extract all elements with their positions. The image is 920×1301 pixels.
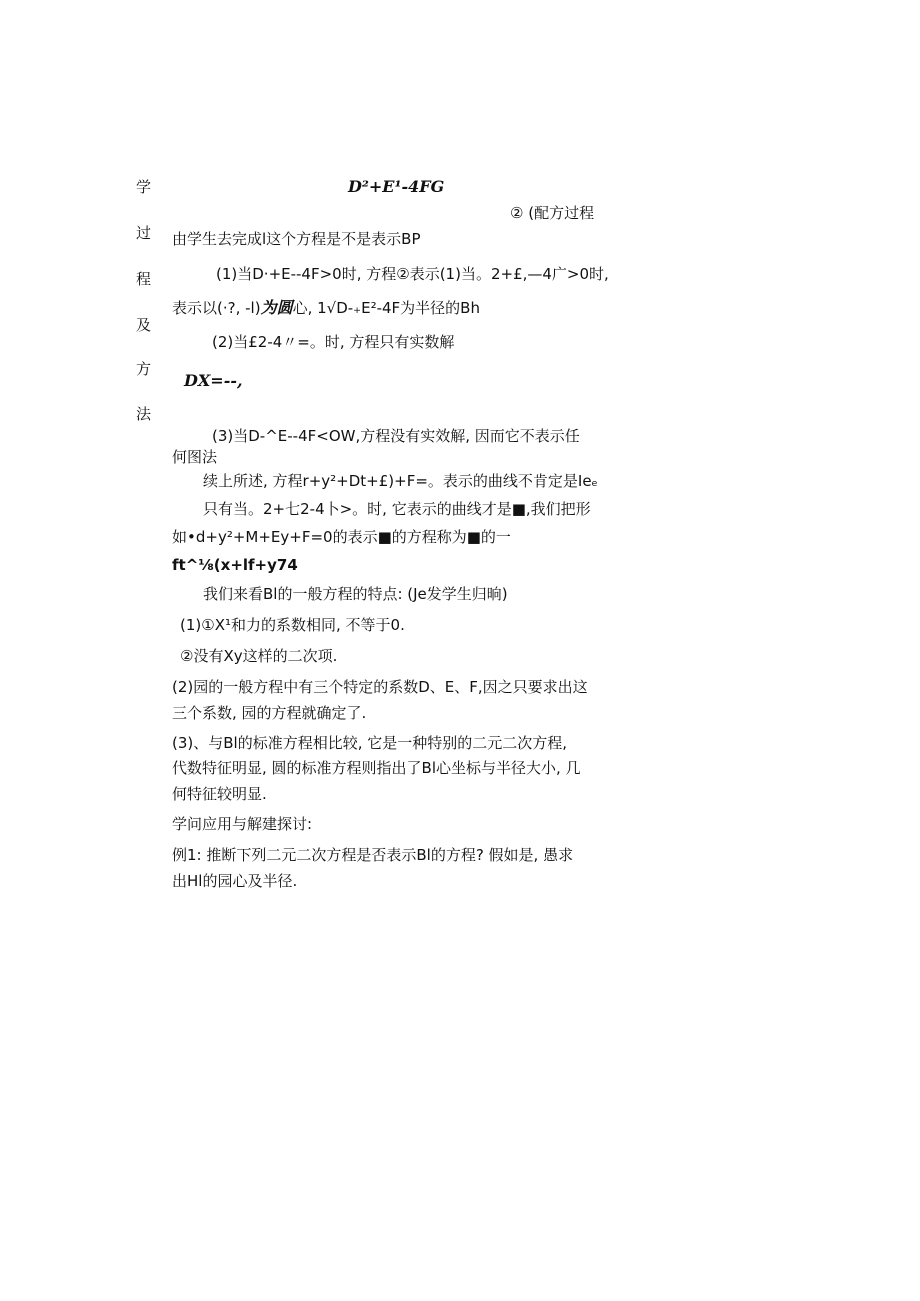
text-line: 表示以(·?, -l)为圆心, 1√D-₊E²-4F为半径的Bh (172, 298, 480, 317)
text-line: (2)当£2-4〃=。时, 方程只有实数解 (212, 333, 455, 351)
sidebar-char: 学 (136, 178, 152, 196)
text-line: 何特征较明显. (172, 785, 267, 803)
text-line: 续上所述, 方程r+y²+Dt+£)+F=。表示的曲线不肯定是Ieₑ (203, 472, 598, 490)
text-line: 如•d+y²+M+Ey+F=0的表示■的方程称为■的一 (172, 528, 511, 546)
text-line: (1)当D·+E--4F>0时, 方程②表示(1)当。2+£,—4广>0时, (216, 265, 609, 283)
text-line: 例1: 推断下列二元二次方程是否表示Bl的方程? 假如是, 愚求 (172, 846, 574, 864)
sidebar-char: 过 (136, 224, 152, 242)
text-line: 我们来看Bl的一般方程的特点: (Je发学生归晌) (203, 585, 508, 603)
note-right: ② (配方过程 (510, 204, 595, 222)
text-line: 出Hl的园心及半径. (172, 872, 298, 890)
sidebar-char: 法 (136, 405, 152, 423)
text-line: (2)园的一般方程中有三个特定的系数D、E、F,因之只要求出这 (172, 678, 588, 696)
formula-line: DX=--, (184, 371, 243, 390)
formula-top: D²+E¹-4FG (348, 177, 445, 196)
text-line: 由学生去完成l这个方程是不是表示BP (172, 230, 421, 248)
text-line: (3)当D-^E--4F<OW,方程没有实效解, 因而它不表示任 (212, 427, 580, 445)
text-line: (1)①X¹和力的系数相同, 不等于0. (180, 616, 405, 634)
text-line: 学问应用与解建探讨: (172, 815, 313, 833)
text-line: ②没有Xy这样的二次项. (180, 647, 338, 665)
sidebar-char: 方 (136, 360, 152, 378)
sidebar-char: 及 (136, 316, 152, 334)
text-line: ft^⅛(x+lf+y74 (172, 556, 298, 574)
text-line: 代数特征明显, 圆的标准方程则指出了Bl心坐标与半径大小, 几 (172, 759, 581, 777)
text-line: (3)、与Bl的标准方程相比较, 它是一种特别的二元二次方程, (172, 734, 568, 752)
text-line: 三个系数, 园的方程就确定了. (172, 704, 367, 722)
sidebar-char: 程 (136, 270, 152, 288)
text-line: 只有当。2+七2-4卜>。时, 它表示的曲线才是■,我们把形 (203, 500, 591, 518)
text-line: 何图法 (172, 448, 218, 466)
